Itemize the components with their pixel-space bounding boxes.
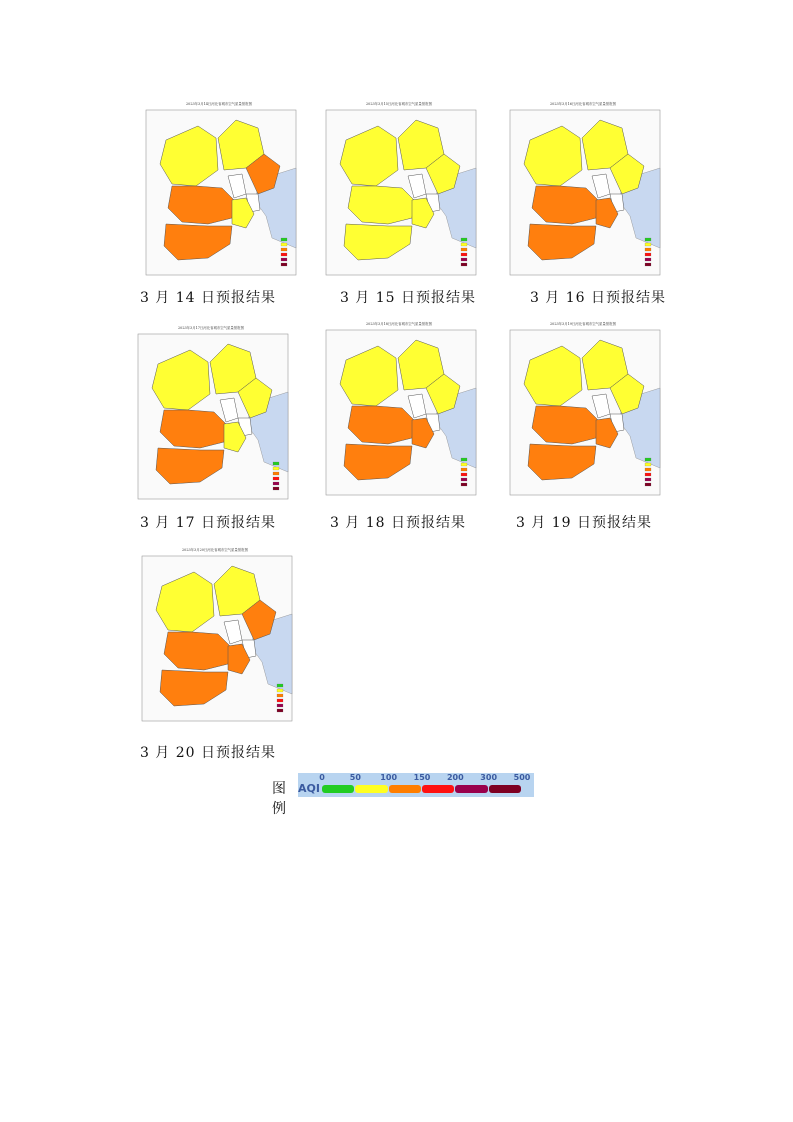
mini-legend-swatch xyxy=(645,253,651,256)
legend-color-segment xyxy=(489,785,521,793)
mini-legend-swatch xyxy=(461,238,467,241)
mini-legend-swatch xyxy=(645,248,651,251)
mini-legend-swatch xyxy=(645,463,651,466)
mini-legend-swatch xyxy=(273,462,279,465)
legend-color-segment xyxy=(355,785,387,793)
caption-0316: 3 月 16 日预报结果 xyxy=(529,290,667,306)
legend-tick: 100 xyxy=(380,773,398,782)
mini-legend-swatch xyxy=(461,258,467,261)
map-title: 2023年3月20日河北省城市空气质量预报图 xyxy=(182,548,248,552)
map-panel-0315 xyxy=(318,98,480,276)
mini-legend-swatch xyxy=(461,473,467,476)
mini-legend-swatch xyxy=(277,709,283,712)
map-panel-0320 xyxy=(134,544,296,722)
map-title: 2023年3月19日河北省城市空气质量预报图 xyxy=(550,322,616,326)
mini-legend-swatch xyxy=(461,458,467,461)
legend-color-segment xyxy=(455,785,487,793)
mini-legend-swatch xyxy=(645,478,651,481)
map-title: 2023年3月17日河北省城市空气质量预报图 xyxy=(178,326,244,330)
mini-legend-swatch xyxy=(277,694,283,697)
map-svg xyxy=(502,98,664,276)
mini-legend-swatch xyxy=(281,248,287,251)
mini-legend-swatch xyxy=(277,699,283,702)
mini-legend-swatch xyxy=(461,263,467,266)
mini-legend-swatch xyxy=(645,458,651,461)
mini-legend-swatch xyxy=(277,689,283,692)
mini-legend-swatch xyxy=(461,483,467,486)
map-panel-0317 xyxy=(130,322,292,500)
mini-legend-swatch xyxy=(273,467,279,470)
map-panel-0316 xyxy=(502,98,664,276)
map-panel-0318 xyxy=(318,318,480,496)
mini-legend-swatch xyxy=(461,248,467,251)
caption-0314: 3 月 14 日预报结果 xyxy=(139,290,277,306)
caption-0318: 3 月 18 日预报结果 xyxy=(329,515,467,531)
legend-ticks xyxy=(319,773,532,783)
mini-legend-swatch xyxy=(645,483,651,486)
map-title: 2023年3月16日河北省城市空气质量预报图 xyxy=(550,102,616,106)
mini-legend-swatch xyxy=(461,478,467,481)
caption-0315: 3 月 15 日预报结果 xyxy=(339,290,477,306)
aqi-color-bar xyxy=(298,773,534,797)
caption-0317: 3 月 17 日预报结果 xyxy=(139,515,277,531)
mini-legend-swatch xyxy=(645,468,651,471)
map-title: 2023年3月14日河北省城市空气质量预报图 xyxy=(186,102,252,106)
mini-legend-swatch xyxy=(461,463,467,466)
map-svg xyxy=(318,98,480,276)
map-svg xyxy=(502,318,664,496)
mini-legend-swatch xyxy=(273,472,279,475)
mini-legend-swatch xyxy=(273,487,279,490)
mini-legend-swatch xyxy=(461,468,467,471)
caption-0320: 3 月 20 日预报结果 xyxy=(139,745,277,761)
map-svg xyxy=(138,98,300,276)
mini-legend-swatch xyxy=(645,258,651,261)
mini-legend-swatch xyxy=(645,473,651,476)
map-panel-0319 xyxy=(502,318,664,496)
legend-color-segment xyxy=(322,785,354,793)
caption-0319: 3 月 19 日预报结果 xyxy=(515,515,653,531)
map-svg xyxy=(130,322,292,500)
legend-tick: 50 xyxy=(349,773,361,782)
legend-label: 图例 xyxy=(272,781,286,817)
legend-color-segment xyxy=(389,785,421,793)
mini-legend-swatch xyxy=(645,263,651,266)
map-panel-0314 xyxy=(138,98,300,276)
legend-tick: 150 xyxy=(413,773,431,782)
mini-legend-swatch xyxy=(461,243,467,246)
legend-tick: 300 xyxy=(480,773,498,782)
mini-legend-swatch xyxy=(277,684,283,687)
mini-legend-swatch xyxy=(281,258,287,261)
mini-legend-swatch xyxy=(273,482,279,485)
mini-legend-swatch xyxy=(281,243,287,246)
map-svg xyxy=(134,544,296,722)
mini-legend-swatch xyxy=(281,263,287,266)
map-title: 2023年3月18日河北省城市空气质量预报图 xyxy=(366,322,432,326)
mini-legend-swatch xyxy=(645,238,651,241)
mini-legend-swatch xyxy=(277,704,283,707)
legend-tick: 200 xyxy=(446,773,464,782)
mini-legend-swatch xyxy=(273,477,279,480)
legend-color-segment xyxy=(422,785,454,793)
mini-legend-swatch xyxy=(281,238,287,241)
legend-tick: 0 xyxy=(319,773,325,782)
legend-aqi-prefix: AQI xyxy=(298,782,320,795)
legend-tick: 500 xyxy=(513,773,531,782)
mini-legend-swatch xyxy=(645,243,651,246)
mini-legend-swatch xyxy=(281,253,287,256)
mini-legend-swatch xyxy=(461,253,467,256)
map-svg xyxy=(318,318,480,496)
map-title: 2023年3月15日河北省城市空气质量预报图 xyxy=(366,102,432,106)
